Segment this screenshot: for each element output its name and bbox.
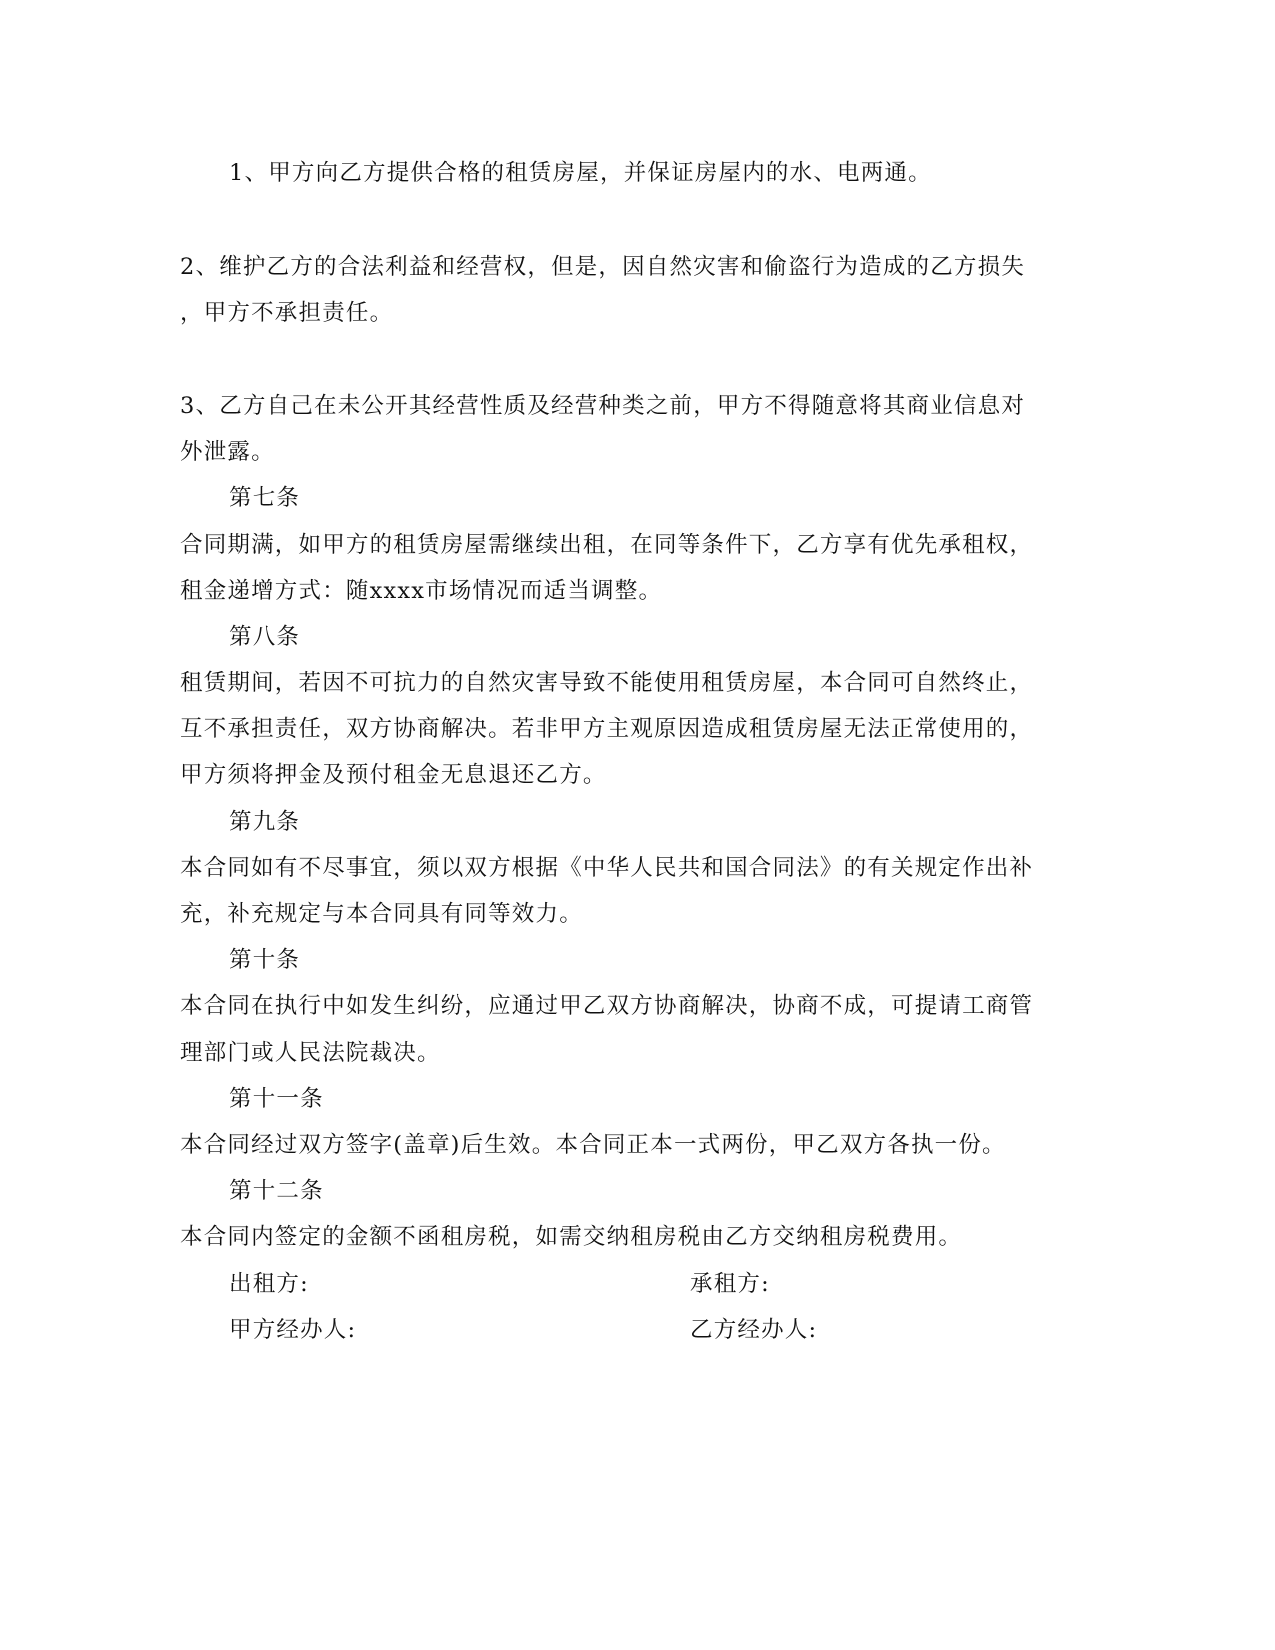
lessor-signature-label: 出租方: <box>229 1271 309 1297</box>
clause-item-2-line-2: ，甲方不承担责任。 <box>180 300 394 326</box>
clause-item-2-line-1: 2、维护乙方的合法利益和经营权，但是，因自然灾害和偷盗行为造成的乙方损失 <box>180 254 1026 280</box>
article-10-heading: 第十条 <box>229 947 301 973</box>
article-7-heading: 第七条 <box>229 485 301 511</box>
article-8-heading: 第八条 <box>229 624 301 650</box>
party-b-agent-label: 乙方经办人: <box>690 1317 818 1343</box>
party-a-agent-label: 甲方经办人: <box>229 1317 357 1343</box>
article-10-line-1: 本合同在执行中如发生纠纷，应通过甲乙双方协商解决，协商不成，可提请工商管 <box>180 993 1034 1019</box>
article-12-heading: 第十二条 <box>229 1178 324 1204</box>
clause-item-3-line-1: 3、乙方自己在未公开其经营性质及经营种类之前，甲方不得随意将其商业信息对 <box>180 393 1026 419</box>
article-7-line-1: 合同期满，如甲方的租赁房屋需继续出租，在同等条件下，乙方享有优先承租权， <box>180 532 1034 558</box>
article-8-line-2: 互不承担责任，双方协商解决。若非甲方主观原因造成租赁房屋无法正常使用的， <box>180 716 1034 742</box>
article-9-heading: 第九条 <box>229 809 301 835</box>
lessee-signature-label: 承租方: <box>690 1271 770 1297</box>
article-8-line-1: 租赁期间，若因不可抗力的自然灾害导致不能使用租赁房屋，本合同可自然终止， <box>180 670 1034 696</box>
article-10-line-2: 理部门或人民法院裁决。 <box>180 1040 441 1066</box>
article-7-line-2: 租金递增方式：随xxxx市场情况而适当调整。 <box>180 578 663 604</box>
article-11-heading: 第十一条 <box>229 1086 324 1112</box>
clause-item-3-line-2: 外泄露。 <box>180 439 275 465</box>
article-9-line-1: 本合同如有不尽事宜，须以双方根据《中华人民共和国合同法》的有关规定作出补 <box>180 855 1034 881</box>
clause-item-1: 1、甲方向乙方提供合格的租赁房屋，并保证房屋内的水、电两通。 <box>229 160 932 186</box>
article-8-line-3: 甲方须将押金及预付租金无息退还乙方。 <box>180 762 607 788</box>
article-11-line-1: 本合同经过双方签字(盖章)后生效。本合同正本一式两份，甲乙双方各执一份。 <box>180 1132 1006 1158</box>
article-12-line-1: 本合同内签定的金额不函租房税，如需交纳租房税由乙方交纳租房税费用。 <box>180 1224 963 1250</box>
article-9-line-2: 充，补充规定与本合同具有同等效力。 <box>180 901 583 927</box>
